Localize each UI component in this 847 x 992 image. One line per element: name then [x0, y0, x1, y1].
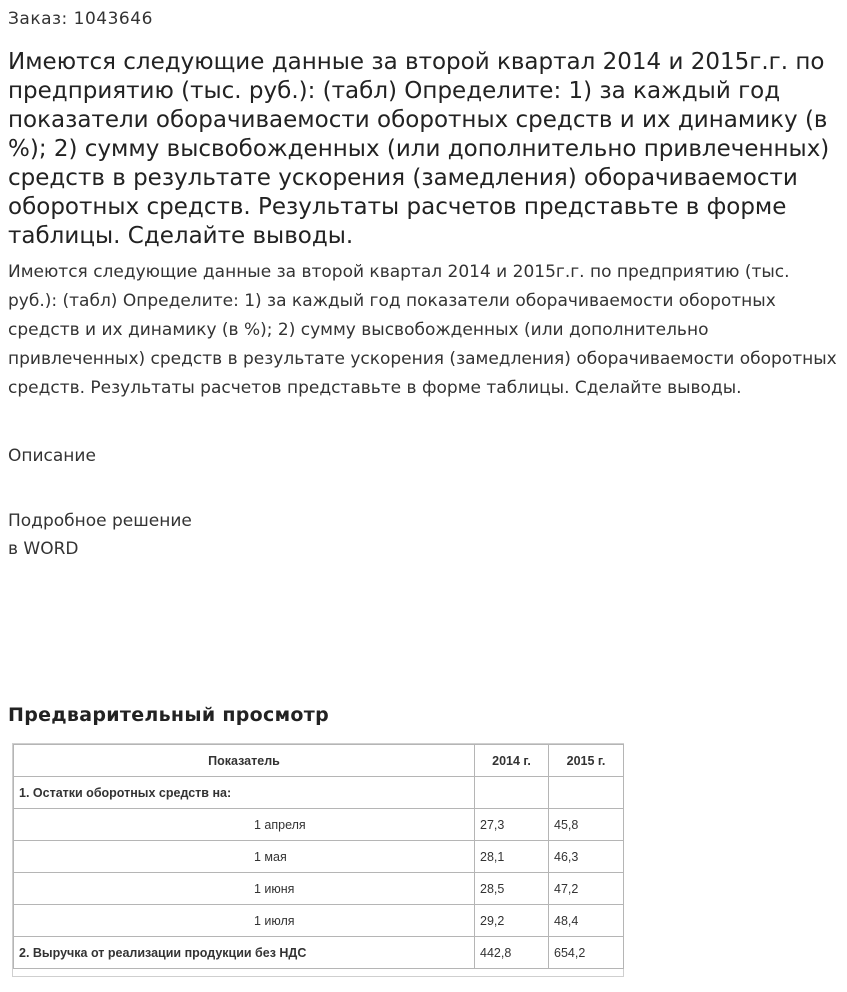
description-line-1: Подробное решение — [8, 511, 192, 531]
table-row — [14, 937, 624, 969]
cell-2014 — [475, 777, 549, 809]
cell-2014: 28,5 — [475, 873, 549, 905]
table-header-row — [14, 745, 624, 777]
table-row — [14, 809, 624, 841]
row-label: 1 июля — [14, 905, 475, 937]
table-row — [14, 905, 624, 937]
table-row — [14, 873, 624, 905]
cell-2015: 45,8 — [549, 809, 624, 841]
header-indicator: Показатель — [14, 745, 475, 777]
table-row — [14, 841, 624, 873]
header-2014: 2014 г. — [475, 745, 549, 777]
cell-2015: 46,3 — [549, 841, 624, 873]
cell-2014: 28,1 — [475, 841, 549, 873]
cell-2015: 48,4 — [549, 905, 624, 937]
row-label: 1 апреля — [14, 809, 475, 841]
header-2015: 2015 г. — [549, 745, 624, 777]
cell-2015 — [549, 777, 624, 809]
row-label: 1 мая — [14, 841, 475, 873]
row-label: 1 июня — [14, 873, 475, 905]
task-body: Имеются следующие данные за второй квартал 2014 и 2015г.г. по предприятию (тыс. руб.): (табл) Определите: 1) за каждый год показатели оборачиваемости оборотных средств и их динамику (в %); 2) сумму высвобожденных (или дополнительно привлеченных) средств в результате ускорения (замедления) оборачиваемости оборотных средств. Результаты расчетов представьте в форме таблицы. Сделайте выводы. — [8, 262, 837, 398]
preview-title: Предварительный просмотр — [8, 704, 329, 726]
cell-2015: 654,2 — [549, 937, 624, 969]
cell-2014: 29,2 — [475, 905, 549, 937]
order-number: Заказ: 1043646 — [8, 9, 153, 29]
description-label: Описание — [8, 446, 96, 466]
preview-table — [13, 744, 624, 969]
table-row — [14, 777, 624, 809]
cell-2014: 442,8 — [475, 937, 549, 969]
description-line-2: в WORD — [8, 539, 79, 559]
task-heading: Имеются следующие данные за второй квартал 2014 и 2015г.г. по предприятию (тыс. руб.): (табл) Определите: 1) за каждый год показатели оборачиваемости оборотных средств и их динамику (в %); 2) сумму высвобожденных (или дополнительно привлеченных) средств в результате ускорения (замедления) оборачиваемости оборотных средств. Результаты расчетов представьте в форме таблицы. Сделайте выводы. — [8, 49, 830, 249]
description-text — [8, 507, 268, 563]
cell-2015: 47,2 — [549, 873, 624, 905]
row-label: 1. Остатки оборотных средств на: — [14, 777, 475, 809]
cell-2014: 27,3 — [475, 809, 549, 841]
row-label: 2. Выручка от реализации продукции без НДС — [14, 937, 475, 969]
